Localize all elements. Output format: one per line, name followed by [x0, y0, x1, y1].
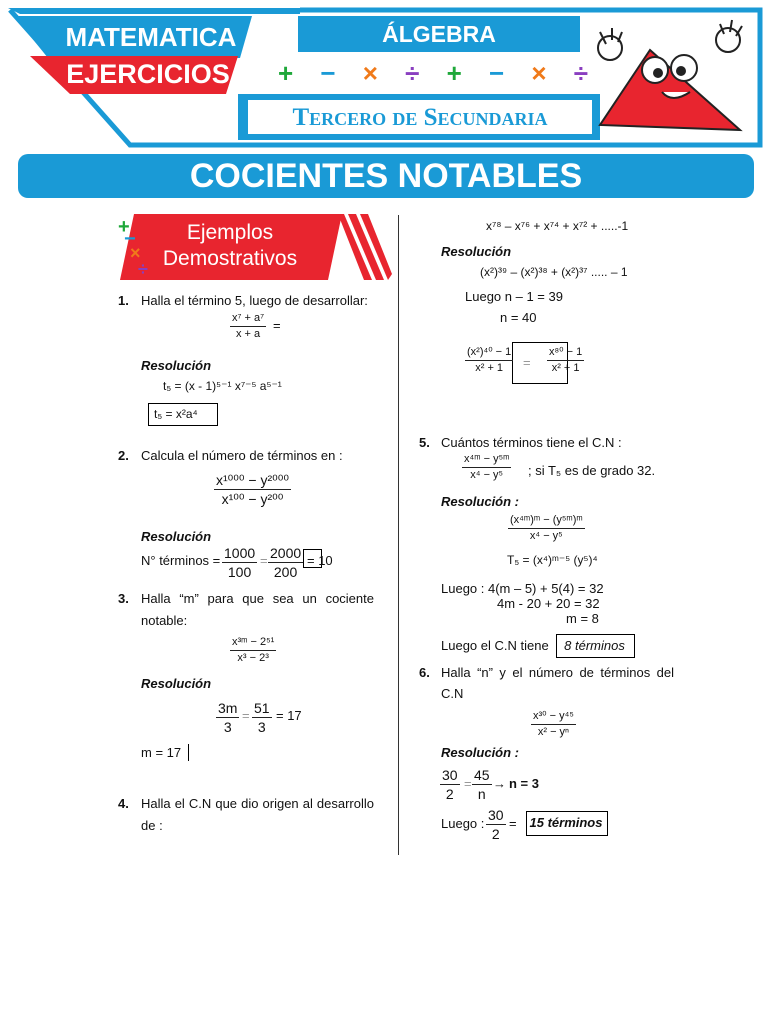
fraction-denominator: 200 — [273, 564, 298, 580]
arrow-right-icon: → — [493, 776, 506, 791]
problem-2-answer: = 10 — [307, 553, 333, 568]
badge-label — [150, 220, 310, 272]
problem-1-fraction — [230, 312, 266, 341]
times-icon: × — [531, 58, 547, 88]
problem-4-luego: Luego n – 1 = 39 — [465, 289, 563, 304]
problem-6-luego: Luego : — [441, 816, 485, 831]
problem-6-n-value: n = 3 — [509, 776, 539, 791]
fraction-denominator: x² − yⁿ — [537, 726, 570, 738]
minus-icon: − — [124, 228, 136, 250]
problem-3-fraction — [230, 636, 276, 665]
fraction-denominator: x + a — [235, 328, 261, 340]
fraction-numerator: x³ᵐ − 2⁵¹ — [230, 636, 276, 651]
badge-line2: Demostrativos — [162, 247, 298, 270]
fraction-denominator: 3 — [257, 719, 266, 735]
problem-5-fraction-b — [508, 514, 585, 543]
problem-5-number: 5. — [419, 435, 430, 450]
fraction-numerator: 2000 — [270, 545, 302, 561]
times-icon: × — [130, 243, 141, 263]
problem-6-fraction — [531, 710, 576, 739]
problem-5-luego: Luego el C.N tiene — [441, 638, 549, 653]
problem-2-fraction-a — [222, 545, 257, 580]
problem-1-number: 1. — [118, 293, 129, 308]
problem-1-answer: t₅ = x²a⁴ — [154, 407, 198, 421]
problem-1-resolution-heading: Resolución — [141, 358, 212, 373]
problem-3-text-line2: notable: — [141, 613, 188, 628]
equals-sign: = — [273, 318, 281, 333]
divide-icon: ÷ — [573, 58, 588, 88]
problem-6-answer: 15 términos — [529, 815, 603, 830]
fraction-numerator: 1000 — [224, 545, 256, 561]
problem-4-text-line2: de : — [141, 818, 163, 833]
fraction-numerator: x¹⁰⁰⁰ − y²⁰⁰⁰ — [216, 472, 289, 488]
equals-sign: = — [242, 708, 250, 723]
fraction-numerator: 3m — [218, 700, 238, 716]
divide-icon: ÷ — [138, 259, 148, 279]
problem-3-resolution-heading: Resolución — [141, 676, 212, 691]
problem-5-step2: 4m - 20 + 20 = 32 — [497, 596, 600, 611]
problem-4-number: 4. — [118, 796, 129, 811]
equals-sign: = — [464, 776, 472, 791]
page-title: COCIENTES NOTABLES — [189, 157, 583, 195]
problem-5-t5: T₅ = (x⁴)ᵐ⁻⁵ (y⁵)⁴ — [507, 553, 598, 567]
problem-3-number: 3. — [118, 591, 129, 606]
fraction-denominator: 2 — [491, 826, 500, 842]
problem-5-step1: Luego : 4(m – 5) + 5(4) = 32 — [441, 581, 604, 596]
equals-sign: = — [260, 553, 268, 568]
minus-icon: − — [488, 58, 505, 88]
plus-icon: + — [446, 58, 462, 88]
text-cursor — [188, 744, 189, 761]
fraction-denominator: 100 — [227, 564, 252, 580]
problem-5-resolution-heading: Resolución : — [441, 494, 520, 509]
fraction-denominator: x³ − 2³ — [237, 652, 269, 664]
problem-2-text: Calcula el número de términos en : — [141, 448, 343, 463]
problem-2-resolution-heading: Resolución — [141, 529, 212, 544]
badge-line1: Ejemplos — [186, 221, 274, 244]
fraction-denominator: x⁴ − y⁵ — [529, 530, 563, 542]
fraction-denominator: 2 — [445, 786, 454, 802]
operator-row — [278, 60, 588, 90]
fraction-numerator: x³⁰ − y⁴⁵ — [531, 710, 576, 725]
equals-sign: = — [523, 355, 531, 370]
fraction-denominator: x² + 1 — [551, 362, 580, 374]
problem-6-fraction-c — [486, 807, 506, 842]
problem-6-text-line1: Halla “n” y el número de términos del — [441, 665, 674, 680]
plus-icon: + — [278, 58, 294, 88]
minus-icon: − — [320, 58, 336, 88]
fraction-denominator: 3 — [223, 719, 232, 735]
fraction-numerator: x⁴ᵐ − y⁵ᵐ — [462, 453, 511, 468]
equals-sign: = — [509, 816, 517, 831]
problem-3-m-value: m = 17 — [141, 745, 182, 760]
problem-5-text: Cuántos términos tiene el C.N : — [441, 435, 622, 450]
problem-4-rewrite: (x²)³⁹ – (x²)³⁸ + (x²)³⁷ ..... – 1 — [480, 265, 628, 279]
problem-5-condition: ; si T₅ es de grado 32. — [528, 463, 656, 478]
fraction-numerator: x⁷ + a⁷ — [230, 312, 266, 327]
problem-5-fraction — [462, 453, 511, 482]
brand-line2: EJERCICIOS — [66, 59, 230, 89]
problem-3-result: = 17 — [276, 708, 302, 723]
problem-2-fraction-b — [268, 545, 303, 580]
fraction-denominator: x⁴ − y⁵ — [470, 469, 504, 481]
fraction-numerator: x⁸⁰ − 1 — [547, 346, 584, 361]
fraction-numerator: (x²)⁴⁰ − 1 — [465, 346, 513, 361]
brand-line1: MATEMATICA — [65, 22, 237, 52]
problem-6-fraction-b — [472, 767, 492, 802]
subject-label: ÁLGEBRA — [382, 21, 496, 47]
problem-1-formula: t₅ = (x - 1)⁵⁻¹ x⁷⁻⁵ a⁵⁻¹ — [163, 379, 282, 393]
problem-5-answer: 8 términos — [564, 638, 625, 653]
column-divider — [398, 215, 399, 855]
problem-3-fraction-b — [252, 700, 272, 735]
problem-6-resolution-heading: Resolución : — [441, 745, 520, 760]
problem-4-fraction-a — [465, 346, 513, 375]
problem-4-n-value: n = 40 — [500, 310, 537, 325]
problem-2-label: N° términos = — [141, 553, 221, 568]
fraction-denominator: x² + 1 — [475, 362, 504, 374]
divide-icon: ÷ — [405, 58, 420, 88]
fraction-numerator: (x⁴ᵐ)ᵐ − (y⁵ᵐ)ᵐ — [508, 514, 585, 529]
fraction-numerator: 45 — [474, 767, 490, 783]
problem-6-fraction-a — [440, 767, 460, 802]
problem-4-fraction-b — [547, 346, 584, 375]
fraction-numerator: 30 — [442, 767, 458, 783]
problem-4-series: x⁷⁸ – x⁷⁶ + x⁷⁴ + x⁷² + .....-1 — [486, 219, 629, 233]
plus-icon: + — [118, 216, 130, 238]
problem-4-text-line1: Halla el C.N que dio origen al desarrollo — [141, 796, 374, 811]
problem-3-text-line1: Halla “m” para que sea un cociente — [141, 591, 374, 606]
fraction-denominator: x¹⁰⁰ − y²⁰⁰ — [221, 491, 284, 507]
problem-3-fraction-a — [216, 700, 239, 735]
grade-label: Tercero de Secundaria — [292, 104, 548, 131]
fraction-numerator: 30 — [488, 807, 504, 823]
fraction-denominator: n — [477, 786, 486, 802]
problem-2-fraction — [214, 472, 291, 507]
problem-4-resolution-heading: Resolución — [441, 244, 512, 259]
problem-6-text-line2: C.N — [441, 686, 464, 701]
problem-2-number: 2. — [118, 448, 129, 463]
problem-5-step3: m = 8 — [566, 611, 599, 626]
fraction-numerator: 51 — [254, 700, 270, 716]
problem-6-number: 6. — [419, 665, 430, 680]
problem-1-text: Halla el término 5, luego de desarrollar: — [141, 293, 368, 308]
times-icon: × — [362, 58, 378, 88]
